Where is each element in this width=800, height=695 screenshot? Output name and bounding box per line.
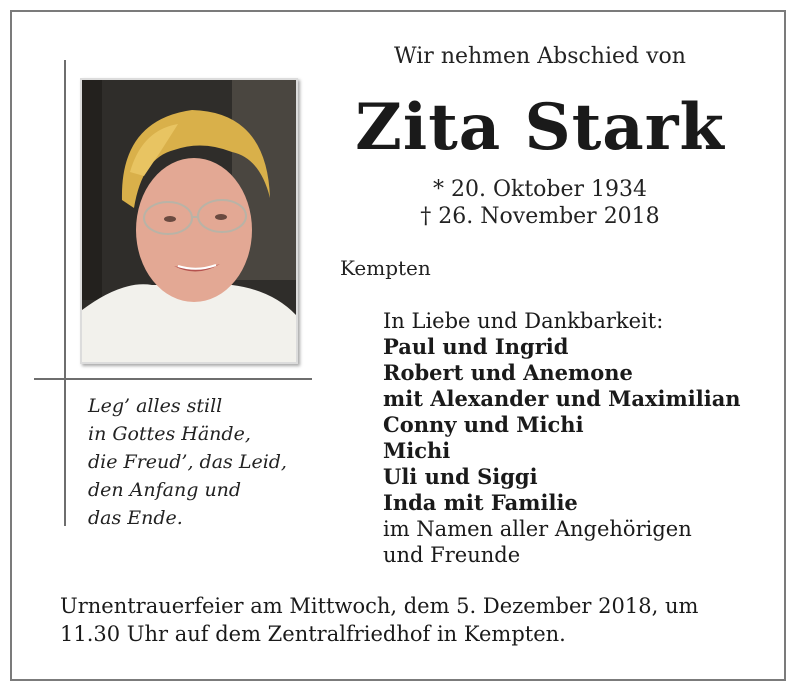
mourners-list [383,308,778,568]
poem-line: das Ende. [88,507,183,529]
portrait-photo [80,78,298,364]
life-dates [360,176,720,230]
poem-line: Leg’ alles still [88,395,223,417]
service-notice-line: 11.30 Uhr auf dem Zentralfriedhof in Kempten. [60,622,566,646]
poem-line: die Freud’, das Leid, [88,451,287,473]
horizontal-rule [34,378,312,380]
mourners-closing: und Freunde [383,543,521,567]
poem-line: den Anfang und [88,479,242,501]
mourner-name: mit Alexander und Maximilian [383,386,741,411]
mourner-name: Michi [383,438,451,463]
poem-line: in Gottes Hände, [88,423,251,445]
mourners-closing: im Namen aller Angehörigen [383,517,692,541]
mourner-name: Conny und Michi [383,412,584,437]
mourner-name: Paul und Ingrid [383,334,569,359]
service-notice [60,592,780,648]
farewell-intro: Wir nehmen Abschied von [394,44,686,69]
service-notice-line: Urnentrauerfeier am Mittwoch, dem 5. Dezember 2018, um [60,594,699,618]
birth-date: * 20. Oktober 1934 [432,177,648,202]
mourner-name: Inda mit Familie [383,490,578,515]
deceased-name: Zita Stark [355,90,725,165]
mourner-name: Robert und Anemone [383,360,633,385]
death-date: † 26. November 2018 [420,204,660,229]
vertical-rule [64,60,66,526]
place: Kempten [340,256,431,280]
mourner-name: Uli und Siggi [383,464,538,489]
poem [88,392,308,532]
mourners-intro: In Liebe und Dankbarkeit: [383,309,664,333]
